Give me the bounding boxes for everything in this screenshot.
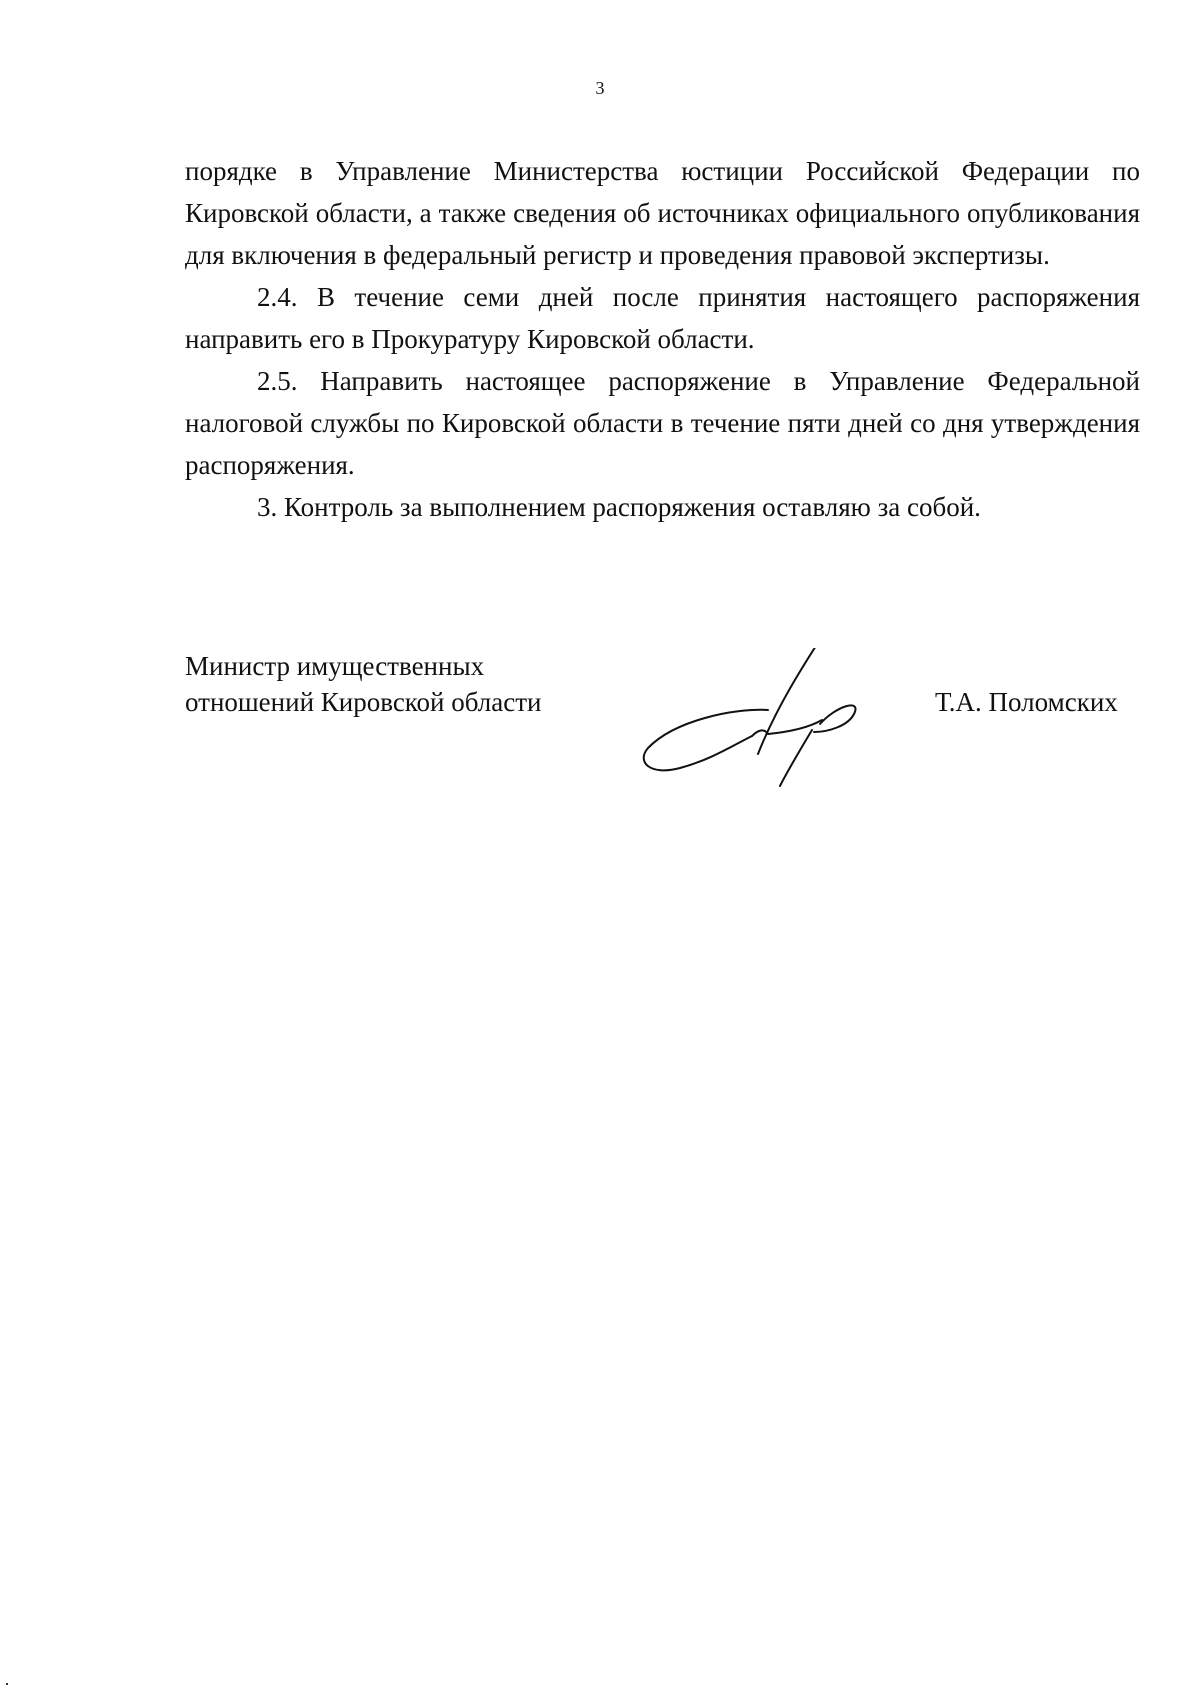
handwritten-signature (640, 648, 880, 798)
page-number: 3 (595, 78, 605, 98)
signatory-name: Т.А. Поломских (935, 687, 1118, 717)
paragraph-item-3: 3. Контроль за выполнением распоряжения оставляю за собой. (257, 492, 981, 522)
document-body (185, 150, 1140, 528)
signatory-title-line-2: отношений Кировской области (185, 687, 542, 717)
signatory-title-line-1: Министр имущественных (185, 651, 485, 681)
scan-speck (6, 1683, 8, 1685)
paragraph-continuation: порядке в Управление Министерства юстиции Российской Федерации по Кировской области, а также сведения об источниках официального опубликования для включения в федеральный регистр и проведения правовой экспертизы. (185, 156, 1140, 270)
signatory-title (185, 648, 542, 720)
paragraph-item-2-5: 2.5. Направить настоящее распоряжение в Управление Федеральной налоговой службы по Кировской области в течение пяти дней со дня утверждения распоряжения. (185, 366, 1140, 480)
paragraph-item-2-4: 2.4. В течение семи дней после принятия настоящего распоряжения направить его в Прокуратуру Кировской области. (185, 282, 1140, 354)
signature-block (0, 648, 1200, 768)
